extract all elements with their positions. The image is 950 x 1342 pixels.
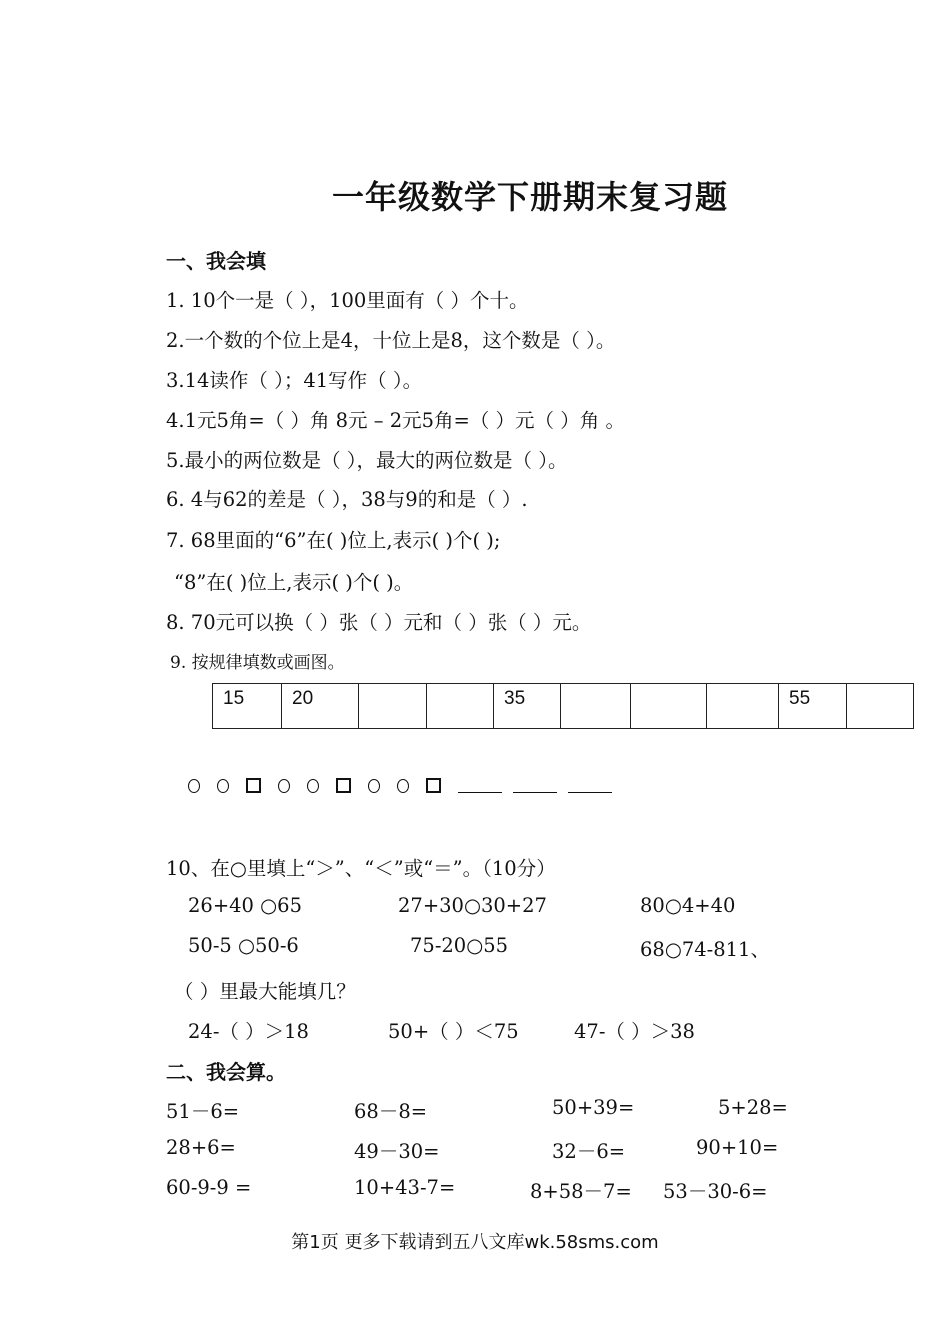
question-7b: “8”在( )位上,表示( )个( )。 <box>174 571 414 594</box>
calc-item: 68－8= <box>354 1100 428 1123</box>
question-8: 8. 70元可以换（ ）张（ ）元和（ ）张（ ）元。 <box>166 611 592 634</box>
sequence-cell[interactable] <box>631 684 707 729</box>
fill-max-item: 24-（ ）＞18 <box>188 1020 309 1043</box>
calc-item: 90+10= <box>696 1136 779 1159</box>
section-heading-fill: 一、我会填 <box>166 249 266 273</box>
compare-item: 50-5 ○50-6 <box>188 934 299 957</box>
fill-max-item: 47-（ ）＞38 <box>574 1020 695 1043</box>
circle-icon <box>397 779 409 793</box>
answer-blank[interactable] <box>568 770 612 793</box>
page-title: 一年级数学下册期末复习题 <box>331 178 728 216</box>
calc-item: 28+6= <box>166 1136 236 1159</box>
answer-blank[interactable] <box>513 770 557 793</box>
answer-blank[interactable] <box>458 770 502 793</box>
section-heading-calc: 二、我会算。 <box>166 1060 286 1084</box>
question-4: 4.1元5角=（ ）角 8元 – 2元5角=（ ）元（ ）角 。 <box>166 409 625 432</box>
sequence-cell[interactable]: 55 <box>779 684 847 729</box>
square-icon <box>426 778 441 793</box>
compare-item: 27+30○30+27 <box>398 894 547 917</box>
calc-item: 51－6= <box>166 1100 240 1123</box>
question-9: 9. 按规律填数或画图。 <box>170 653 345 673</box>
sequence-cell[interactable] <box>359 684 427 729</box>
question-3: 3.14读作（ ）；41写作（ ）。 <box>166 369 423 392</box>
circle-icon <box>217 779 229 793</box>
sequence-cell[interactable]: 20 <box>282 684 359 729</box>
calc-item: 8+58－7= <box>530 1180 632 1203</box>
question-11: （ ）里最大能填几？ <box>174 980 356 1003</box>
sequence-cell[interactable] <box>427 684 494 729</box>
circle-icon <box>278 779 290 793</box>
calc-item: 32－6= <box>552 1140 626 1163</box>
compare-item: 75-20○55 <box>410 934 509 957</box>
calc-item: 49－30= <box>354 1140 440 1163</box>
calc-item: 53－30-6= <box>663 1180 768 1203</box>
compare-item: 26+40 ○65 <box>188 894 302 917</box>
calc-item: 10+43-7= <box>354 1176 456 1199</box>
sequence-cell[interactable]: 35 <box>494 684 561 729</box>
sequence-table <box>212 683 914 729</box>
compare-item: 68○74-811、 <box>640 938 770 961</box>
question-10: 10、在○里填上“＞”、“＜”或“＝”。（10分） <box>166 857 556 880</box>
circle-icon <box>368 779 380 793</box>
sequence-cell[interactable] <box>561 684 631 729</box>
sequence-cell[interactable]: 15 <box>213 684 282 729</box>
compare-item: 80○4+40 <box>640 894 736 917</box>
question-6: 6. 4与62的差是（ ），38与9的和是（ ）. <box>166 488 528 511</box>
square-icon <box>336 778 351 793</box>
sequence-cell[interactable] <box>707 684 779 729</box>
circle-icon <box>188 779 200 793</box>
sequence-cell[interactable] <box>847 684 914 729</box>
question-7a: 7. 68里面的“6”在( )位上,表示( )个( ); <box>166 529 501 552</box>
square-icon <box>246 778 261 793</box>
circle-icon <box>307 779 319 793</box>
fill-max-item: 50+（ ）＜75 <box>388 1020 519 1043</box>
shape-pattern <box>188 770 623 793</box>
question-5: 5.最小的两位数是（ ），最大的两位数是（ ）。 <box>166 449 568 472</box>
page-footer: 第1页 更多下载请到五八文库wk.58sms.com <box>291 1232 659 1253</box>
calc-item: 60-9-9 = <box>166 1176 252 1199</box>
question-2: 2.一个数的个位上是4，十位上是8，这个数是（ ）。 <box>166 329 616 352</box>
calc-item: 5+28= <box>718 1096 788 1119</box>
question-1: 1. 10个一是（ ），100里面有（ ）个十。 <box>166 289 529 312</box>
calc-item: 50+39= <box>552 1096 635 1119</box>
